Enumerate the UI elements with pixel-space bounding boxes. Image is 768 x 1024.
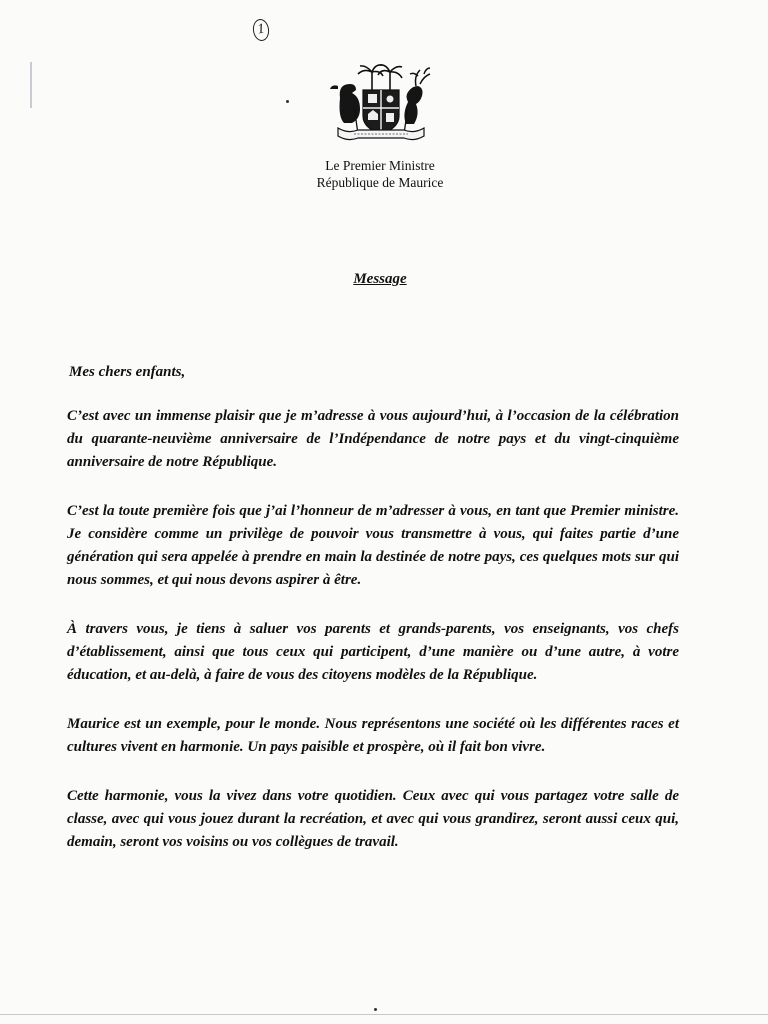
coat-of-arms-icon: [328, 62, 434, 142]
document-title: Message: [353, 271, 407, 287]
sender-title: Le Premier Ministre: [325, 158, 435, 173]
scan-speck: [374, 1008, 377, 1011]
sender-country: République de Maurice: [316, 175, 444, 190]
letter-body: [67, 362, 679, 880]
paragraph-3: À travers vous, je tiens à saluer vos parents et grands-parents, vos enseignants, vos chefs d’établissement, ainsi que tous ceux qui participent, d’une manière ou d’une autre, à votre éducation, et au-delà, à faire de vous des citoyens modèles de la République.: [67, 621, 679, 683]
scan-artifact-mark: [30, 62, 32, 108]
sender-block: [230, 157, 530, 191]
paragraph-5: Cette harmonie, vous la vivez dans votre quotidien. Ceux avec qui vous partagez votre salle de classe, avec qui vous jouez durant la recréation, et avec qui vous grandirez, seront aussi ceux qui, demain, seront vos voisins ou vos collègues de travail.: [67, 788, 679, 850]
handwritten-page-number: 1: [252, 18, 271, 42]
paragraph-2: C’est la toute première fois que j’ai l’honneur de m’adresser à vous, en tant que Premier ministre. Je considère comme un privilège de pouvoir vous transmettre à vous, qui faites partie d’une génération qui sera appelée à prendre en main la destinée de notre pays, ces quelques mots sur qui nous sommes, et qui nous devons aspirer à être.: [67, 503, 679, 588]
salutation: Mes chers enfants,: [69, 364, 186, 380]
paragraph-1: C’est avec un immense plaisir que je m’adresse à vous aujourd’hui, à l’occasion de la célébration du quarante-neuvième anniversaire de l’Indépendance de notre pays et du vingt-cinquième anniversaire de notre République.: [67, 408, 679, 470]
scan-speck: [286, 100, 289, 103]
scan-edge-line: [0, 1014, 768, 1015]
paragraph-4: Maurice est un exemple, pour le monde. Nous représentons une société où les différentes races et cultures vivent en harmonie. Un pays paisible et prospère, où il fait bon vivre.: [67, 716, 679, 755]
